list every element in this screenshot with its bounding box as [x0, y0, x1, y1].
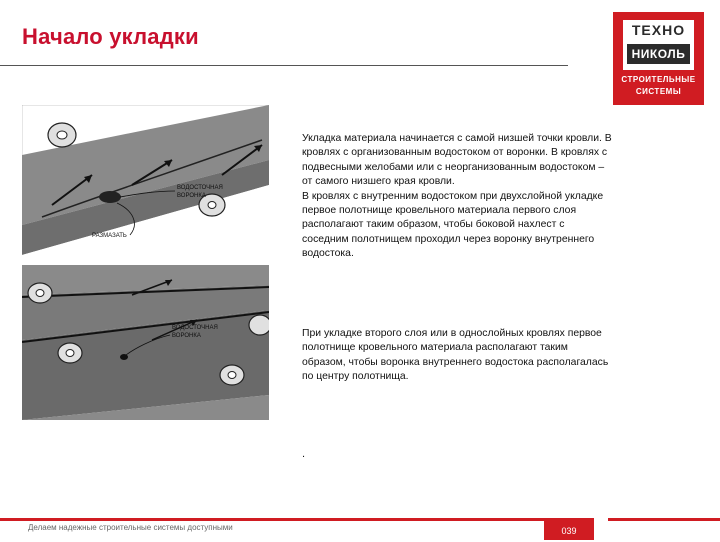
logo-word-1: ТЕХНО	[631, 22, 686, 38]
text-line: по центру полотнища.	[302, 371, 409, 383]
logo-subtitle-2: СИСТЕМЫ	[635, 87, 682, 96]
text-line: водостока.	[302, 248, 354, 260]
footer-slogan: Делаем надежные строительные системы доступными	[28, 523, 233, 532]
roof-drain-illustration-1	[22, 105, 269, 262]
funnel-label-2: ВОРОНКА	[177, 193, 206, 199]
text-line: первое полотнище кровельного материала первого слоя	[302, 205, 577, 217]
logo-badge	[623, 20, 694, 70]
footer-rule-left	[0, 518, 594, 521]
logo-word-2: НИКОЛЬ	[627, 44, 690, 64]
text-line: В кровлях с внутренним водостоком при двухслойной укладке	[302, 190, 604, 202]
intro-paragraph	[302, 132, 692, 262]
text-line: соседним полотнищем проходил через воронку внутреннего	[302, 233, 595, 245]
drain-funnel	[99, 191, 121, 203]
roll	[249, 315, 269, 335]
roof-drain-illustration-2	[22, 265, 269, 420]
text-line: Укладка материала начинается с самой низшей точки кровли. В	[302, 133, 612, 144]
funnel-label-1: ВОДОСТОЧНАЯ	[172, 325, 218, 331]
second-layer-paragraph	[302, 327, 692, 385]
tekhnonikol-logo	[613, 12, 704, 105]
title-divider	[0, 65, 568, 66]
page-number: 039	[544, 520, 594, 540]
footer-rule-right	[608, 518, 720, 521]
text-line: от самого низшего края кровли.	[302, 176, 455, 188]
funnel-label-2: ВОРОНКА	[172, 333, 201, 339]
funnel-label-1: ВОДОСТОЧНАЯ	[177, 185, 223, 191]
text-line: полотнище кровельного материала располагают таким	[302, 342, 568, 354]
trailing-dot: .	[302, 448, 306, 460]
text-line: образом, чтобы воронка внутреннего водостока располагалась	[302, 356, 609, 368]
text-line: кровлях с организованным водостоком от воронки. В кровлях с	[302, 147, 608, 159]
text-line: подвесными желобами или с неорганизованным водостоком –	[302, 161, 605, 173]
text-line: При укладке второго слоя или в однослойных кровлях первое	[302, 328, 602, 339]
logo-subtitle-1: СТРОИТЕЛЬНЫЕ	[621, 75, 696, 84]
text-line: располагают таким образом, чтобы боковой нахлест с	[302, 219, 565, 231]
smear-label: РАЗМАЗАТЬ	[92, 233, 127, 239]
slide-title: Начало укладки	[22, 24, 199, 49]
